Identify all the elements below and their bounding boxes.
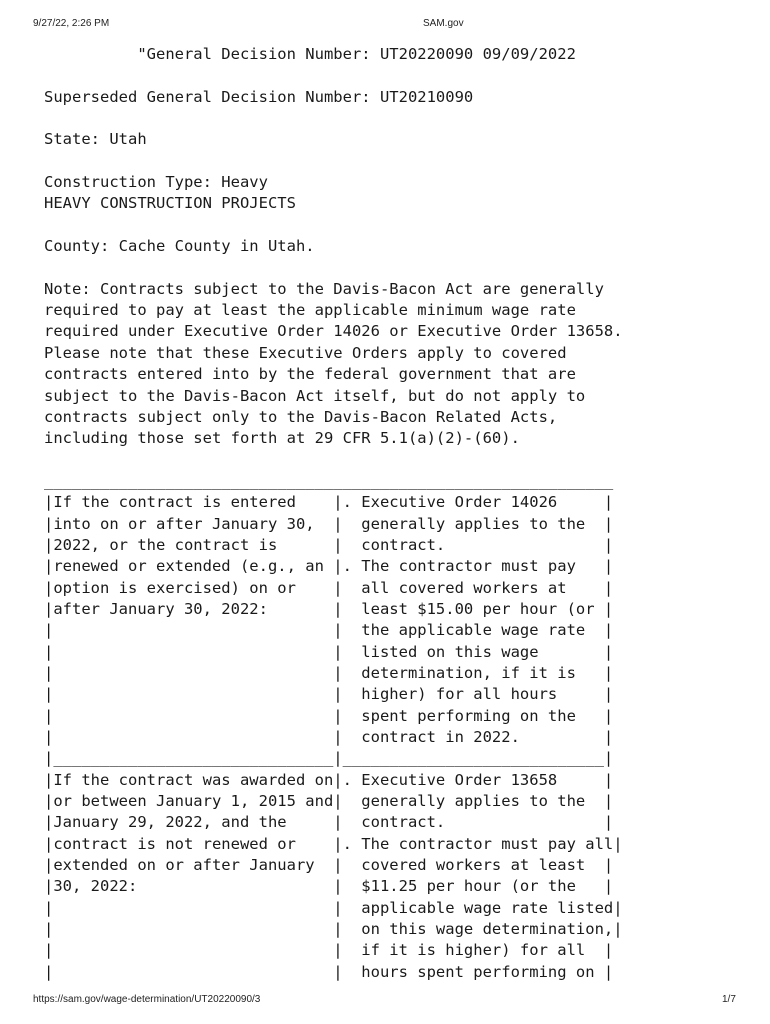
doc-line: contracts subject only to the Davis-Bacon Related Acts, bbox=[44, 407, 558, 426]
doc-line: |or between January 1, 2015 and| generally applies to the | bbox=[44, 792, 614, 811]
doc-line: |______________________________|____________________________| bbox=[44, 749, 614, 768]
doc-line: _____________________________________________________________ bbox=[44, 471, 614, 490]
doc-line: Superseded General Decision Number: UT20210090 bbox=[44, 87, 474, 106]
doc-line: Please note that these Executive Orders apply to covered bbox=[44, 343, 567, 362]
doc-line: "General Decision Number: UT20220090 09/09/2022 bbox=[44, 45, 576, 63]
doc-line: |If the contract is entered |. Executive Order 14026 | bbox=[44, 493, 614, 512]
doc-line: | | if it is higher) for all | bbox=[44, 941, 614, 960]
doc-line: | | listed on this wage | bbox=[44, 642, 614, 661]
doc-line: |If the contract was awarded on|. Executive Order 13658 | bbox=[44, 770, 614, 789]
doc-line: | | the applicable wage rate | bbox=[44, 621, 614, 640]
doc-line: |renewed or extended (e.g., an |. The contractor must pay | bbox=[44, 557, 614, 576]
doc-line: State: Utah bbox=[44, 130, 147, 149]
doc-line: |after January 30, 2022: | least $15.00 per hour (or | bbox=[44, 599, 614, 618]
doc-line: | | hours spent performing on | bbox=[44, 962, 614, 981]
doc-line: |January 29, 2022, and the | contract. | bbox=[44, 813, 614, 832]
doc-line: |30, 2022: | $11.25 per hour (or the | bbox=[44, 877, 614, 896]
doc-line: subject to the Davis-Bacon Act itself, but do not apply to bbox=[44, 386, 586, 405]
doc-line: | | determination, if it is | bbox=[44, 663, 614, 682]
doc-line: | | applicable wage rate listed| bbox=[44, 898, 623, 917]
print-header-datetime: 9/27/22, 2:26 PM bbox=[33, 18, 110, 29]
doc-line: Note: Contracts subject to the Davis-Bacon Act are generally bbox=[44, 279, 604, 298]
doc-line: required to pay at least the applicable minimum wage rate bbox=[44, 301, 576, 320]
doc-line: |2022, or the contract is | contract. | bbox=[44, 535, 614, 554]
doc-line: required under Executive Order 14026 or Executive Order 13658. bbox=[44, 322, 623, 341]
doc-line: including those set forth at 29 CFR 5.1(a)(2)-(60). bbox=[44, 429, 520, 448]
print-header-site: SAM.gov bbox=[423, 18, 464, 29]
doc-line: |into on or after January 30, | generally applies to the | bbox=[44, 514, 614, 533]
doc-line: | | higher) for all hours | bbox=[44, 685, 614, 704]
doc-line: | | spent performing on the | bbox=[44, 706, 614, 725]
doc-line: |extended on or after January | covered workers at least | bbox=[44, 856, 614, 875]
print-footer-page-number: 1/7 bbox=[722, 994, 736, 1005]
doc-line: HEAVY CONSTRUCTION PROJECTS bbox=[44, 194, 296, 213]
doc-line: |option is exercised) on or | all covered workers at | bbox=[44, 578, 614, 597]
print-footer-url[interactable]: https://sam.gov/wage-determination/UT20220090/3 bbox=[33, 994, 261, 1005]
doc-line: Construction Type: Heavy bbox=[44, 173, 268, 192]
doc-line: | | contract in 2022. | bbox=[44, 728, 614, 746]
doc-line: | | on this wage determination,| bbox=[44, 920, 623, 939]
wage-determination-text bbox=[44, 44, 623, 983]
doc-line: contracts entered into by the federal government that are bbox=[44, 365, 576, 384]
doc-line: |contract is not renewed or |. The contractor must pay all| bbox=[44, 834, 623, 853]
doc-line: County: Cache County in Utah. bbox=[44, 237, 315, 256]
